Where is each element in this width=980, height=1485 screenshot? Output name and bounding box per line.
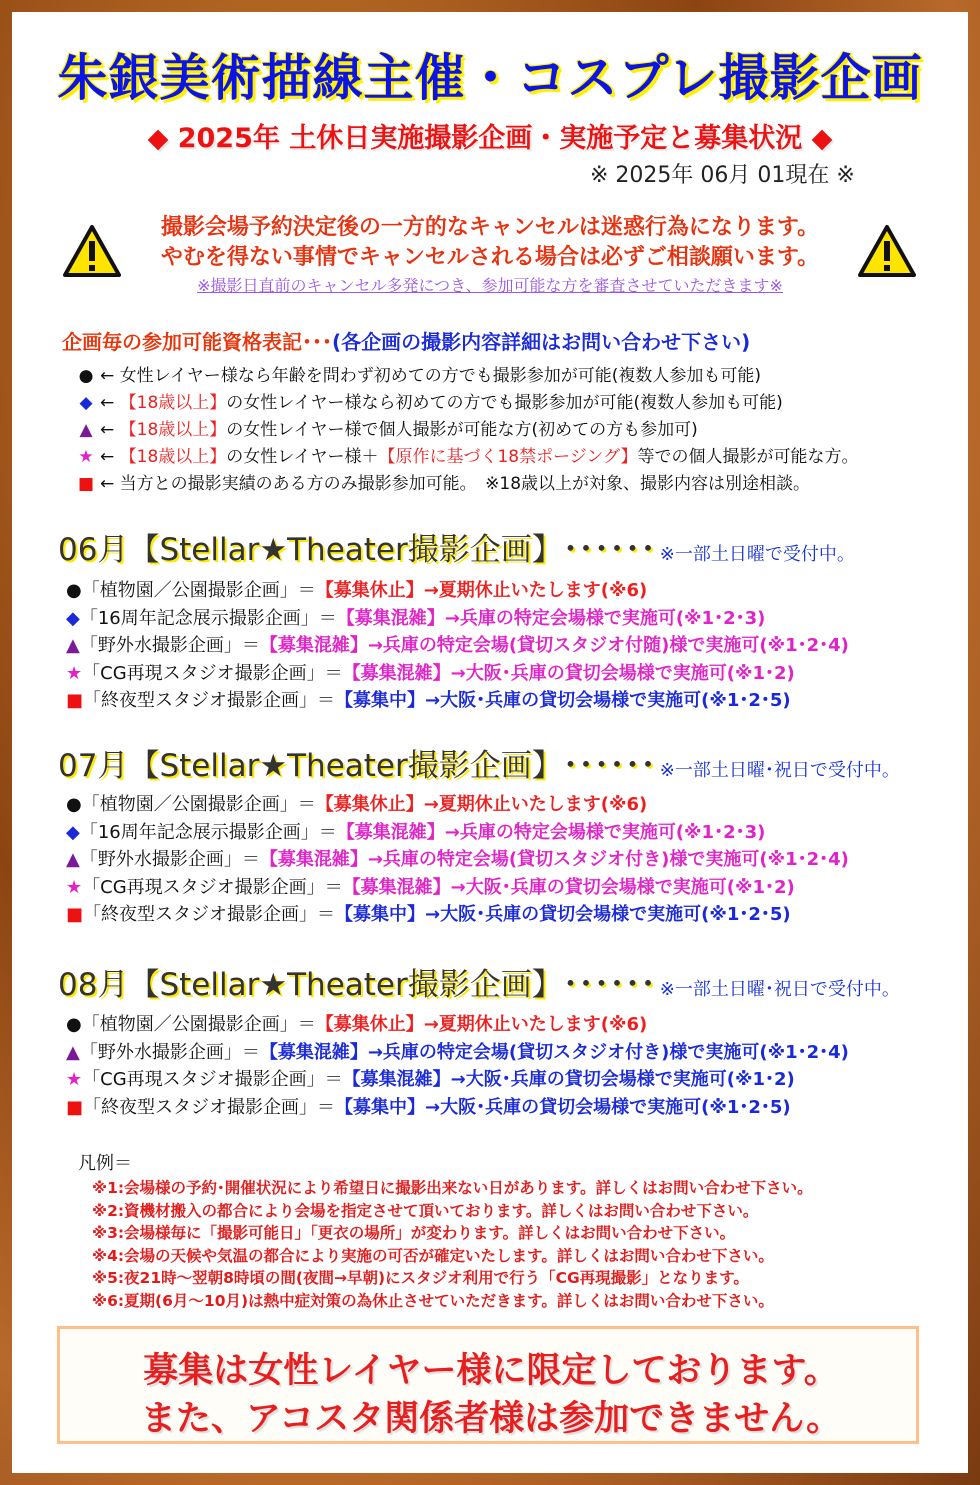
legend-note: ※2:資機材搬入の都合により会場を指定させて頂いております。詳しくはお問い合わせ下さい。 [92, 1201, 759, 1220]
event-name: 「CG再現スタジオ撮影企画」＝ [82, 876, 343, 898]
notice-box [57, 1326, 919, 1444]
month-title: 08月【Stellar★Theater撮影企画】･･････ [58, 967, 656, 1003]
event-status: 【募集混雑】→兵庫の特定会場(貸切スタジオ付き)様で実施可(※1･2･4) [259, 849, 849, 870]
event-name: 「16周年記念展示撮影企画」＝ [79, 607, 337, 629]
marker-icon: ● [66, 1014, 82, 1035]
qualification-row [76, 469, 810, 494]
event-row [66, 790, 647, 816]
event-status: 【募集混雑】→大阪･兵庫の貸切会場様で実施可(※1･2) [342, 662, 795, 684]
event-status: 【募集混雑】→兵庫の特定会場(貸切スタジオ付随)様で実施可(※1･2･4) [259, 635, 849, 656]
age-requirement: 【18歳以上】 [119, 447, 227, 467]
age-requirement: 【18歳以上】 [119, 393, 227, 413]
marker-icon: ◆ [66, 607, 80, 629]
marker-icon: ■ [66, 690, 84, 711]
event-name: 「終夜型スタジオ撮影企画」＝ [83, 1096, 336, 1118]
marker-icon: ■ [66, 1096, 84, 1118]
page-title: 朱銀美術描線主催・コスプレ撮影企画 [57, 49, 923, 107]
event-status: 【募集休止】→夏期休止いたします(※6) [315, 580, 648, 601]
marker-icon: ▲ [66, 849, 80, 870]
month-heading [58, 524, 855, 569]
event-status: 【募集混雑】→兵庫の特定会場様で実施可(※1･2･3) [336, 821, 766, 843]
qualification-row [76, 442, 859, 467]
event-row [66, 1065, 795, 1091]
event-name: 「終夜型スタジオ撮影企画」＝ [83, 904, 336, 925]
qualification-row [76, 415, 698, 440]
event-name: 「植物園／公園撮影企画」＝ [81, 794, 316, 815]
qualification-text: ← 当方との撮影実績のある方のみ撮影参加可能。 ※18歳以上が対象、撮影内容は別途相談。 [100, 474, 811, 494]
qualification-text: の女性レイヤー様なら初めての方でも撮影参加が可能(複数人参加も可能) [226, 393, 783, 413]
marker-icon: ★ [66, 876, 83, 898]
event-name: 「植物園／公園撮影企画」＝ [81, 1014, 316, 1035]
month-note: ※一部土日曜･祝日で受付中。 [659, 760, 900, 781]
legend-note: ※1:会場様の予約･開催状況により希望日に撮影出来ない日があります。詳しくはお問い合わせ下さい。 [92, 1179, 813, 1197]
legend-note: ※6:夏期(6月～10月)は熱中症対策の為休止させていただきます。詳しくはお問い合わせ下さい。 [92, 1291, 774, 1310]
qualification-text: の女性レイヤー様＋ [226, 447, 379, 467]
event-name: 「野外水撮影企画」＝ [79, 1041, 260, 1063]
event-row [66, 686, 791, 712]
page-subtitle: ◆ 2025年 土休日実施撮影企画・実施予定と募集状況 ◆ [147, 123, 833, 154]
event-status: 【募集中】→大阪･兵庫の貸切会場様で実施可(※1･2･5) [335, 1096, 791, 1118]
event-status: 【募集中】→大阪･兵庫の貸切会場様で実施可(※1･2･5) [335, 904, 791, 925]
event-status: 【募集混雑】→大阪･兵庫の貸切会場様で実施可(※1･2) [342, 876, 795, 898]
event-name: 「CG再現スタジオ撮影企画」＝ [82, 662, 343, 684]
cancel-warning-line2: やむを得ない事情でキャンセルされる場合は必ずご相談願います。 [160, 245, 820, 270]
event-row [66, 900, 791, 926]
qualification-text: ← 女性レイヤー様なら年齢を問わず初めての方でも撮影参加が可能(複数人参加も可能) [100, 366, 762, 386]
marker-icon: ▲ [79, 420, 93, 440]
marker-icon: ★ [66, 1069, 83, 1090]
month-title: 07月【Stellar★Theater撮影企画】･･････ [58, 748, 656, 784]
legend-note: ※3:会場様毎に「撮影可能日」「更衣の場所」が変わります。詳しくはお問い合わせ下さい。 [92, 1224, 736, 1242]
event-name: 「野外水撮影企画」＝ [79, 635, 260, 656]
event-row [66, 659, 795, 685]
event-name: 「終夜型スタジオ撮影企画」＝ [83, 690, 336, 711]
marker-icon: ■ [77, 474, 95, 494]
as-of-date: ※ 2025年 06月 01現在 ※ [590, 163, 855, 188]
qualification-text: ← [100, 420, 120, 440]
event-row [66, 576, 647, 602]
qualification-heading-note: (各企画の撮影内容詳細はお問い合わせ下さい) [332, 330, 751, 354]
month-heading [58, 740, 900, 785]
event-status: 【募集休止】→夏期休止いたします(※6) [315, 794, 648, 815]
event-status: 【募集混雑】→兵庫の特定会場様で実施可(※1･2･3) [336, 607, 766, 629]
event-row [66, 604, 765, 630]
event-status: 【募集休止】→夏期休止いたします(※6) [315, 1014, 648, 1035]
marker-icon: ● [78, 366, 94, 386]
event-row [66, 1038, 849, 1064]
marker-icon: ◆ [66, 821, 80, 843]
event-name: 「野外水撮影企画」＝ [79, 849, 260, 870]
marker-icon: ● [66, 580, 82, 601]
cancel-warning-note: ※撮影日直前のキャンセル多発につき、参加可能な方を審査させていただきます※ [197, 276, 783, 295]
qualification-row [76, 361, 761, 386]
event-row [66, 818, 765, 844]
qualification-text: ← [100, 393, 120, 413]
event-status: 【募集混雑】→大阪･兵庫の貸切会場様で実施可(※1･2) [342, 1069, 795, 1090]
qualification-row [76, 388, 783, 413]
event-row [66, 1093, 791, 1119]
event-name: 「16周年記念展示撮影企画」＝ [79, 821, 337, 843]
month-heading [58, 959, 900, 1004]
notice-line1: 募集は女性レイヤー様に限定しております。 [143, 1351, 839, 1391]
event-status: 【募集中】→大阪･兵庫の貸切会場様で実施可(※1･2･5) [335, 690, 791, 711]
qualification-text: 等での個人撮影が可能な方。 [637, 447, 859, 467]
qualification-heading: 企画毎の参加可能資格表記･･･(各企画の撮影内容詳細はお問い合わせ下さい) [62, 330, 751, 354]
age-requirement: 【18歳以上】 [119, 420, 227, 440]
cancel-warning-line1: 撮影会場予約決定後の一方的なキャンセルは迷惑行為になります。 [160, 215, 820, 240]
marker-icon: ■ [66, 904, 84, 925]
legend-heading: 凡例＝ [78, 1153, 132, 1174]
legend-note: ※5:夜21時～翌朝8時頃の間(夜間→早朝)にスタジオ利用で行う「CG再現撮影」となります。 [92, 1269, 749, 1287]
event-name: 「CG再現スタジオ撮影企画」＝ [82, 1069, 343, 1090]
notice-line2: また、アコスタ関係者様は参加できません。 [140, 1399, 842, 1439]
legend-note: ※4:会場の天候や気温の都合により実施の可否が確定いたします。詳しくはお問い合わせ下さい。 [92, 1246, 774, 1265]
event-row [66, 631, 849, 657]
month-note: ※一部土日曜で受付中。 [659, 544, 855, 565]
marker-icon: ★ [66, 662, 83, 684]
month-title: 06月【Stellar★Theater撮影企画】･･････ [58, 532, 656, 568]
month-note: ※一部土日曜･祝日で受付中。 [659, 979, 900, 1000]
qualification-text: ← [100, 447, 120, 467]
event-row [66, 873, 795, 899]
event-name: 「植物園／公園撮影企画」＝ [81, 580, 316, 601]
event-row [66, 1010, 647, 1036]
marker-icon: ★ [78, 447, 94, 467]
posing-requirement: 【原作に基づく18禁ポージング】 [378, 447, 638, 467]
marker-icon: ◆ [79, 393, 93, 413]
qualification-text: の女性レイヤー様で個人撮影が可能な方(初めての方も参加可) [226, 420, 698, 440]
marker-icon: ▲ [66, 635, 80, 656]
marker-icon: ▲ [66, 1041, 80, 1063]
marker-icon: ● [66, 794, 82, 815]
event-status: 【募集混雑】→兵庫の特定会場(貸切スタジオ付き)様で実施可(※1･2･4) [259, 1041, 849, 1063]
event-row [66, 845, 849, 871]
